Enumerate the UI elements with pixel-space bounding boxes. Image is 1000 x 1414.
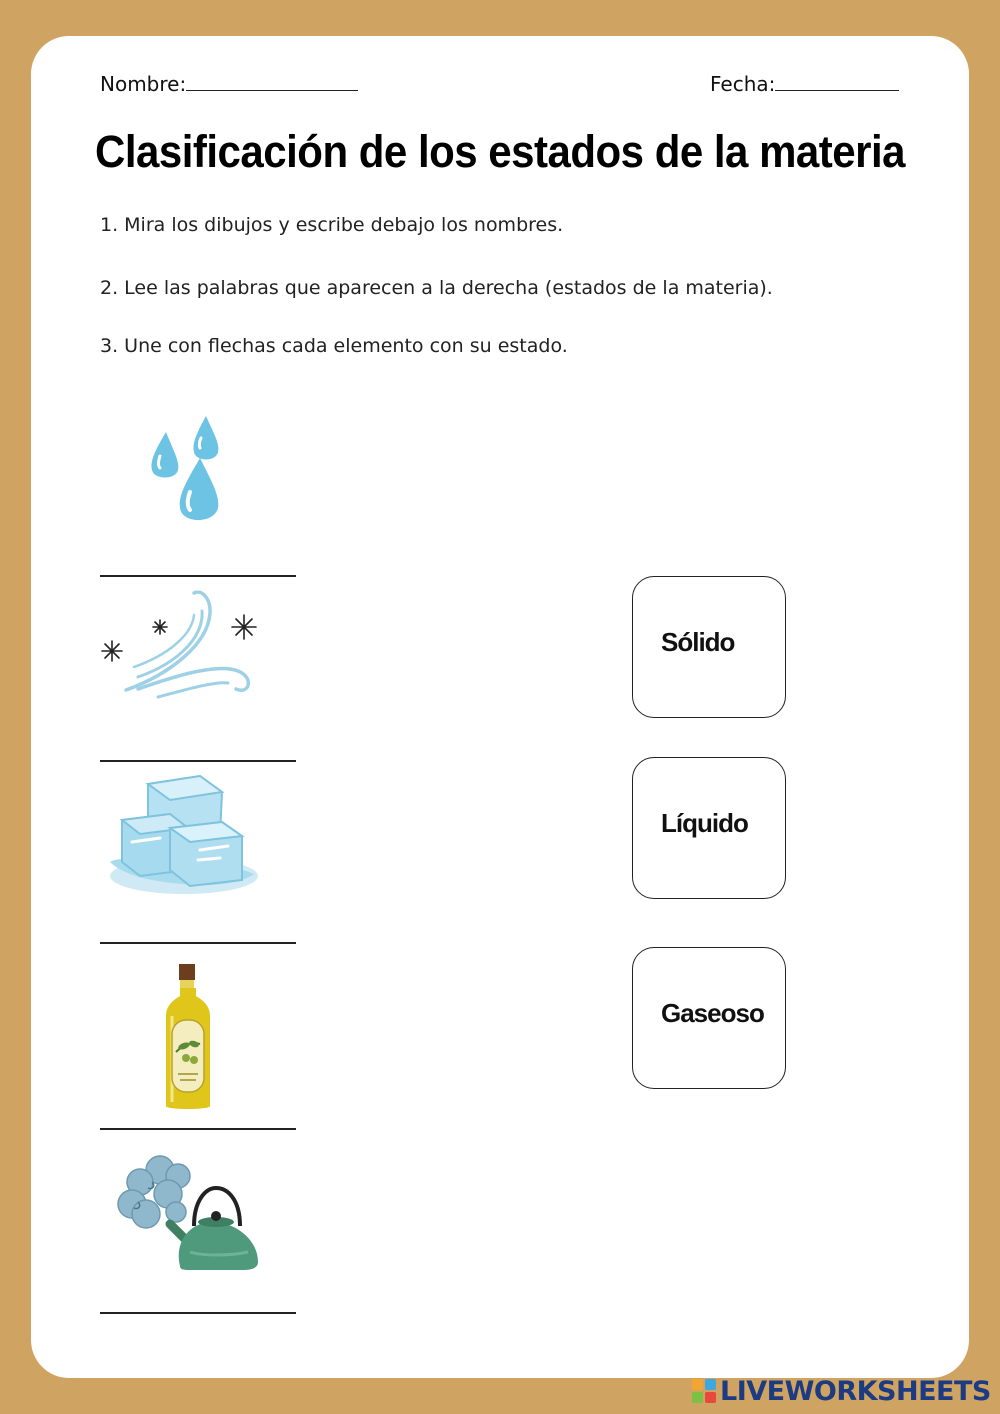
instruction-3: 3. Une con flechas cada elemento con su estado. xyxy=(100,335,568,357)
answer-line-3[interactable] xyxy=(100,942,296,944)
oil-bottle-icon xyxy=(160,962,216,1112)
date-label: Fecha: xyxy=(710,72,776,96)
answer-line-4[interactable] xyxy=(100,1128,296,1130)
cold-wind-icon xyxy=(98,585,263,710)
state-label-solid: Sólido xyxy=(661,627,735,657)
answer-line-1[interactable] xyxy=(100,575,296,577)
answer-line-5[interactable] xyxy=(100,1312,296,1314)
liveworksheets-mark-icon xyxy=(692,1379,716,1403)
state-label-liquid: Líquido xyxy=(661,808,748,838)
state-box-liquid[interactable] xyxy=(632,757,786,899)
state-label-gas: Gaseoso xyxy=(661,998,764,1028)
name-field[interactable] xyxy=(100,72,358,96)
liveworksheets-logo xyxy=(692,1374,991,1408)
steaming-kettle-icon xyxy=(112,1152,262,1272)
state-box-gas[interactable] xyxy=(632,947,786,1089)
name-label: Nombre: xyxy=(100,72,187,96)
date-blank[interactable] xyxy=(775,72,899,91)
ice-cubes-icon xyxy=(104,770,260,902)
state-box-solid[interactable] xyxy=(632,576,786,718)
watermark-text: LIVEWORKSHEETS xyxy=(720,1375,991,1407)
page-title: Clasificación de los estados de la materia xyxy=(95,126,905,177)
instruction-1: 1. Mira los dibujos y escribe debajo los nombres. xyxy=(100,214,564,236)
instruction-2: 2. Lee las palabras que aparecen a la derecha (estados de la materia). xyxy=(100,277,773,299)
water-drops-icon xyxy=(140,412,240,534)
answer-line-2[interactable] xyxy=(100,760,296,762)
name-blank[interactable] xyxy=(186,72,358,91)
date-field[interactable] xyxy=(710,72,899,96)
